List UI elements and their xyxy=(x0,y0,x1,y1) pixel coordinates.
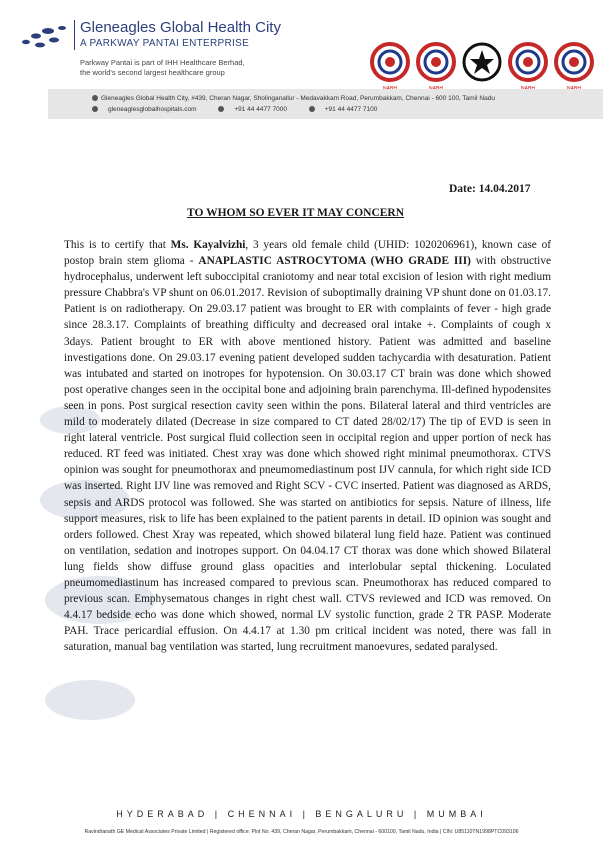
fax-number: +91 44 4477 7100 xyxy=(324,106,378,113)
gleneagles-logo-icon xyxy=(20,22,68,50)
parent-company-note: Parkway Pantai is part of IHH Healthcare Berhad, the world's second largest healthcare group xyxy=(80,58,245,77)
hospital-subtitle: A PARKWAY PANTAI ENTERPRISE xyxy=(80,38,250,49)
fax-icon xyxy=(309,106,315,112)
patient-name: Ms. Kayalvizhi xyxy=(170,239,246,251)
footer-cities: HYDERABAD | CHENNAI | BENGALURU | MUMBAI xyxy=(116,809,487,819)
phone-number: +91 44 4477 7000 xyxy=(234,106,287,113)
phone-icon xyxy=(218,106,224,112)
nabh-badge-icon xyxy=(416,42,456,82)
letter-date: Date: 14.04.2017 xyxy=(449,183,531,195)
nabh-badge-icon xyxy=(370,42,410,82)
hospital-name: Gleneagles Global Health City xyxy=(80,19,281,36)
hospital-address: Gleneagles Global Health City, #439, Cheran Nagar, Sholinganallur - Medavakkam Road, Perumbakkam, Chennai - 600 100, Tamil Nadu xyxy=(92,95,495,102)
letter-body: This is to certify that Ms. Kayalvizhi, 3 years old female child (UHID: 1020206961), known case of postop brain stem glioma - ANAPLASTIC ASTROCYTOMA (WHO GRADE III) with obstructive hydrocephalus, underwent left suboccipital craniotomy and near total excision of lesion with right medium pressure Chabbra's VP shunt on 06.01.2017. Revision of suboptimally draining VP shunt done on 01.03.17. Patient is on radiotherapy. On 29.03.17 patient was brought to ER with complaints of fever - high grade since 28.3.17. Complaints of breathing difficulty and decreased oral intake +. Complaints of cough x 3days. Patient brought to ER with above mentioned history. Patient was admitted and baseline investigations done. On 29.03.17 evening patient developed sudden tachycardia with desaturation. Patient was intubated and started on inotropes for hypotension. On 30.03.17 CT brain was done which showed post operative changes seen in the occipital bone and adjoining brain parenchyma. Ill-defined hypodensites seen in pons. Post surgical resection cavity seen within the pons. Bilateral lateral and third ventricles are mild to moderately dilated (Decrease in size compared to CT dated 28/02/17) The tip of EVD is seen in right lateral ventricle. Post surgical fluid collection seen in occipital region and upper portion of neck has reduced. RT feed was initiated. Chest xray was done which showed right minimal pneumothorax. CTVS opinion was sought for pneumothorax and pneumomediastinum post IJV cannula, for which right side ICD was inserted. Right IJV line was removed and Right SCV - CVC inserted. Patient was diagnosed as ARDS, sepsis and ARDS protocol was followed. She was started on antibiotics for sepsis. Nature of illness, life support measures, risk to life has been explained to the patient parents in detail. ID opinion was sought and orders followed. Chest Xray was repeated, which showed bilateral lung field haze. Patient was continued on ventilation, sedation and inotropes support. On 04.04.17 CT thorax was done which showed Bilateral lung fields show diffuse ground glass opacities and interlobular septal thickening. Loculated pneumomediastinum has increased compared to previous scan. Pneumothorax has reduced compared to previous scan. Emphysematous changes in right chest wall. CTVS reviewed and ICD was removed. On 4.4.17 bedside echo was done which showed, normal LV systolic function, grade 2 TR PASP. Moderate PAH. Trace pericardial effusion. On 4.4.17 at 1.30 pm critical incident was noted, there was fall in saturation, manual bag ventilation was started, lung recruitment manoevures, sedated paralysed. xyxy=(64,239,551,654)
footer-legal: Ravindranath GE Medical Associates Private Limited | Registered office: Plot No. 439, Cheran Nagar, Perumbakkam, Chennai - 600100, Tamil Nadu, India | CIN: U85110TN1998PTC093106 xyxy=(84,829,519,835)
accreditation-badges xyxy=(370,42,594,82)
letter-title: TO WHOM SO EVER IT MAY CONCERN xyxy=(187,207,405,219)
nabh-badge-icon xyxy=(508,42,548,82)
globe-icon xyxy=(92,106,98,112)
nabh-badge-icon xyxy=(554,42,594,82)
nabl-seal-icon xyxy=(462,42,502,82)
location-pin-icon xyxy=(92,95,98,101)
address-bar xyxy=(48,89,603,119)
diagnosis: ANAPLASTIC ASTROCYTOMA (WHO GRADE III) xyxy=(198,255,471,268)
website-link[interactable]: gleneaglesglobalhospitals.com xyxy=(108,106,197,113)
header-divider xyxy=(74,20,75,50)
contact-line xyxy=(92,106,397,113)
